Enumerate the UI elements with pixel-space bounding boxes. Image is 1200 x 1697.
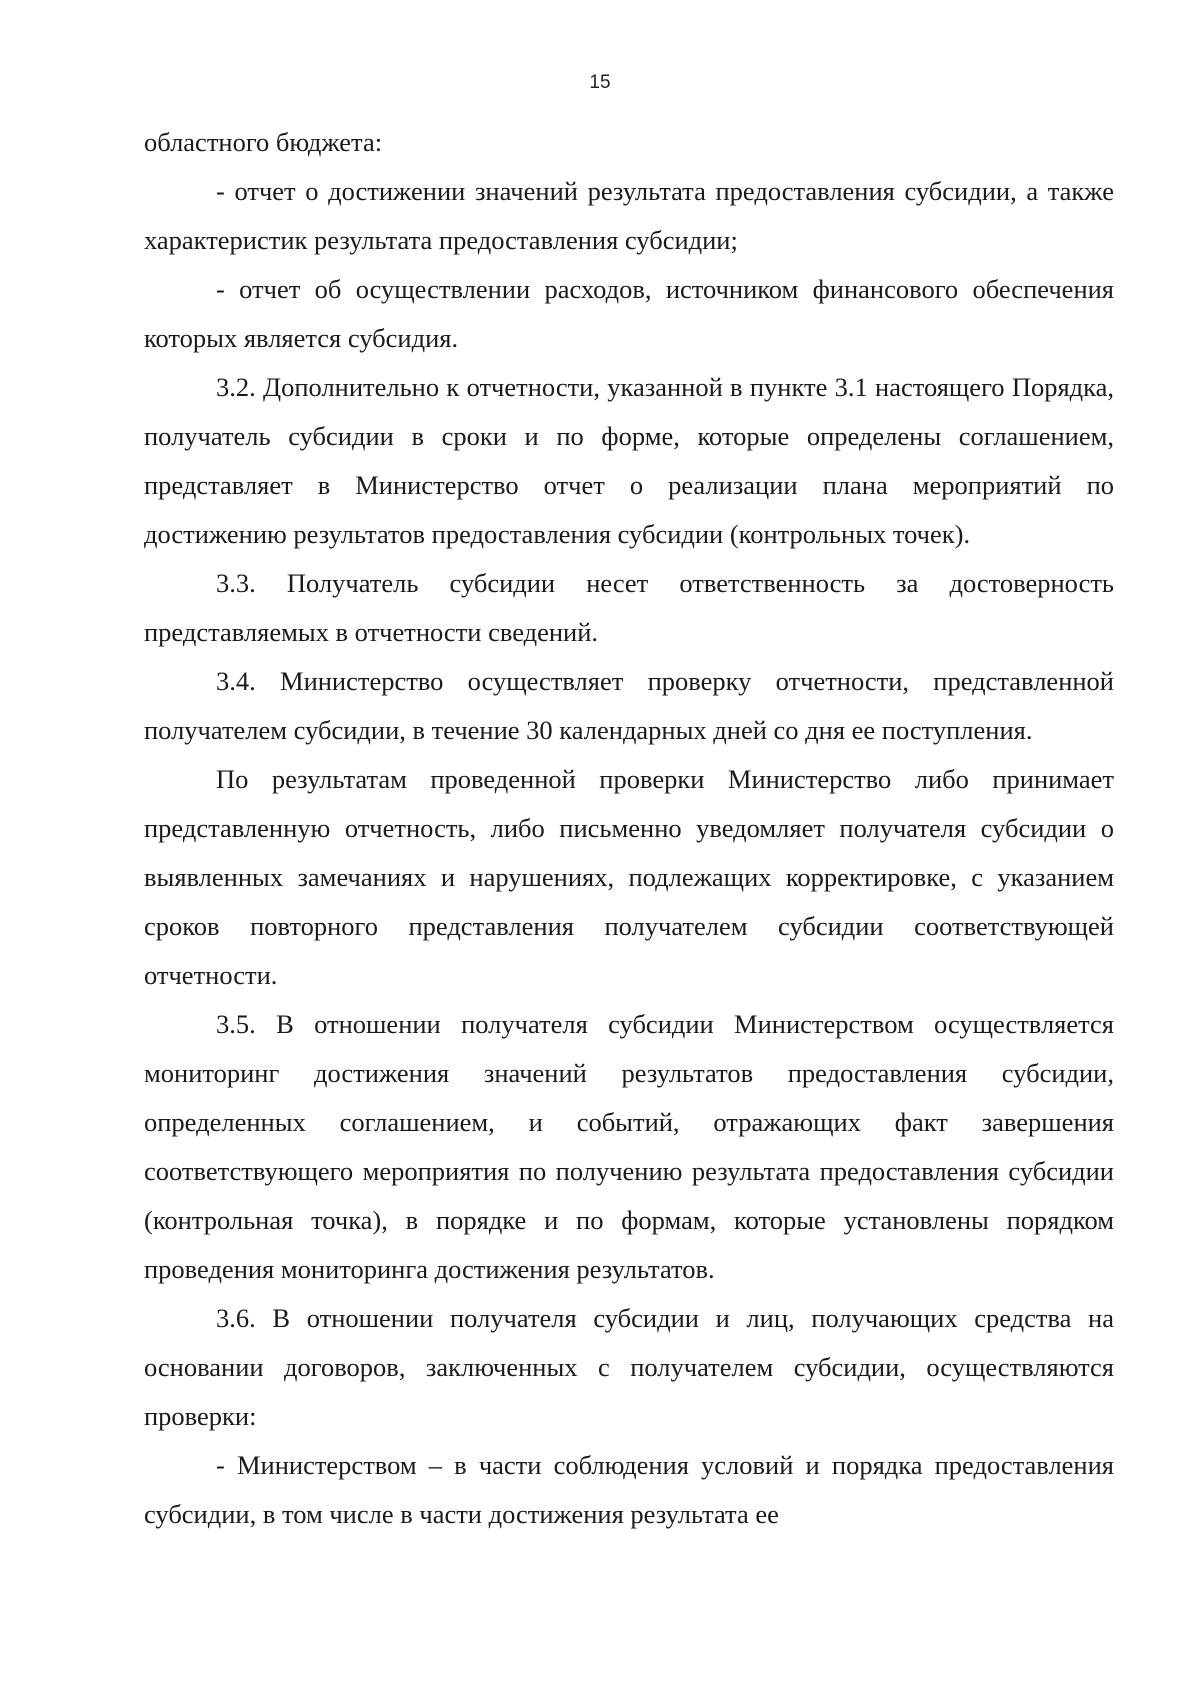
paragraph-3-2: 3.2. Дополнительно к отчетности, указанной в пункте 3.1 настоящего Порядка, получатель субсидии в сроки и по форме, которые определены соглашением, представляет в Министерство отчет о реализации плана мероприятий по достижению результатов предоставления субсидии (контрольных точек). — [144, 372, 1114, 549]
document-body — [144, 118, 1114, 1539]
paragraph-3-6: 3.6. В отношении получателя субсидии и лиц, получающих средства на основании договоров, заключенных с получателем субсидии, осуществляются проверки: — [144, 1303, 1114, 1431]
paragraph-3-4: 3.4. Министерство осуществляет проверку отчетности, представленной получателем субсидии, в течение 30 календарных дней со дня ее поступления. — [144, 666, 1114, 745]
paragraph-report-expenses: - отчет об осуществлении расходов, источником финансового обеспечения которых является субсидия. — [144, 274, 1114, 353]
paragraph-budget-continuation: областного бюджета: — [144, 127, 383, 157]
paragraph-3-5: 3.5. В отношении получателя субсидии Министерством осуществляется мониторинг достижения значений результатов предоставления субсидии, определенных соглашением, и событий, отражающих факт завершения соответствующего мероприятия по получению результата предоставления субсидии (контрольная точка), в порядке и по формам, которые установлены порядком проведения мониторинга достижения результатов. — [144, 1009, 1114, 1284]
paragraph-ministry-checks: - Министерством – в части соблюдения условий и порядка предоставления субсидии, в том числе в части достижения результата ее — [144, 1450, 1114, 1529]
paragraph-3-3: 3.3. Получатель субсидии несет ответственность за достоверность представляемых в отчетности сведений. — [144, 568, 1114, 647]
paragraph-report-results: - отчет о достижении значений результата предоставления субсидии, а также характеристик результата предоставления субсидии; — [144, 176, 1114, 255]
page-number: 15 — [589, 72, 611, 93]
paragraph-check-results: По результатам проведенной проверки Министерство либо принимает представленную отчетность, либо письменно уведомляет получателя субсидии о выявленных замечаниях и нарушениях, подлежащих корректировке, с указанием сроков повторного представления получателем субсидии соответствующей отчетности. — [144, 764, 1114, 990]
